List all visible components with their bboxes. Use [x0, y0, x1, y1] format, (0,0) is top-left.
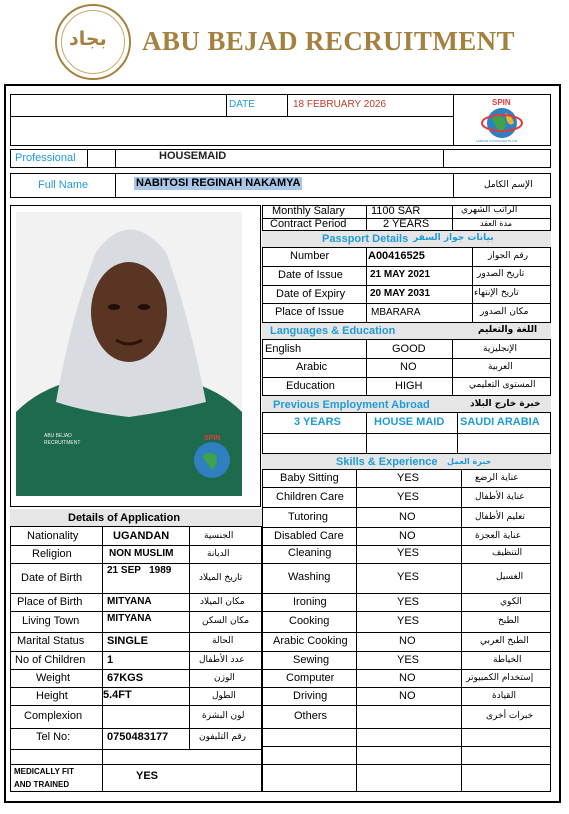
nationality-label: Nationality [27, 530, 79, 542]
skills-title-ar: خبرة العمل [447, 457, 492, 466]
complexion-label: Complexion [24, 710, 83, 722]
period-label: Contract Period [270, 218, 347, 230]
arabic-label: Arabic [296, 361, 328, 373]
passport-number-label: Number [290, 250, 330, 262]
arabic-value: NO [400, 361, 417, 373]
spin-logo [478, 99, 526, 143]
skill-sewing-ar: الخياطة [493, 655, 522, 665]
date-value: 18 FEBRUARY 2026 [293, 99, 387, 110]
logo-glyph: بجاد [69, 28, 107, 50]
skill-tutoring-ar: تعليم الأطفال [475, 512, 526, 522]
tel-ar: رقم التليفون [199, 732, 246, 742]
skill-computer-label: Computer [286, 672, 335, 684]
company-name: ABU BEJAD RECRUITMENT [142, 26, 515, 56]
religion-label: Religion [32, 548, 72, 560]
skill-washing-value: YES [397, 571, 420, 583]
tel-value: 0750483177 [107, 731, 169, 743]
skill-cleaning-label: Cleaning [288, 547, 332, 559]
expiry-date-value: 20 MAY 2031 [370, 288, 431, 299]
languages-title-ar: اللغة والتعليم [478, 325, 538, 335]
salary-ar: الراتب الشهري [461, 205, 518, 215]
skill-driving-label: Driving [293, 690, 328, 702]
skill-sewing-label: Sewing [293, 654, 330, 666]
marital-status-ar: الحالة [212, 636, 234, 646]
height-ar: الطول [212, 691, 236, 701]
skill-ironing-ar: الكوي [500, 597, 522, 607]
skill-others-ar: خبرات أخرى [486, 711, 534, 721]
passport-title: Passport Details [322, 233, 409, 245]
medical-value: YES [136, 770, 159, 782]
tel-label: Tel No: [36, 731, 71, 743]
skill-tutoring-label: Tutoring [288, 511, 328, 523]
skill-baby-sitting-ar: عناية الرضع [475, 473, 519, 483]
company-logo [55, 4, 131, 80]
medical-label-2: AND TRAINED [14, 780, 70, 789]
living-town-value: MITYANA [107, 613, 152, 624]
children-label: No of Children [15, 654, 86, 666]
candidate-photo [16, 212, 242, 496]
spin-text: SPIN [492, 98, 511, 107]
skill-washing-ar: الغسيل [496, 572, 524, 582]
medical-label-1: MEDICALLY FIT [14, 767, 75, 776]
issue-date-ar: تاريخ الصدور [477, 269, 525, 279]
full-name-value: NABITOSI REGINAH NAKAMYA [136, 177, 301, 189]
issue-place-label: Place of Issue [275, 306, 345, 318]
skill-cooking-value: YES [397, 615, 420, 627]
period-value: 2 YEARS [383, 218, 430, 230]
skill-ironing-value: YES [397, 596, 420, 608]
skill-arabic-cooking-label: Arabic Cooking [273, 635, 348, 647]
issue-date-label: Date of Issue [278, 269, 343, 281]
skill-baby-sitting-value: YES [397, 472, 420, 484]
photo-badge-text: SPIN [204, 435, 221, 442]
skill-disabled-care-value: NO [399, 530, 416, 542]
arabic-ar: العربية [488, 362, 513, 372]
expiry-date-label: Date of Expiry [276, 288, 346, 300]
skill-ironing-label: Ironing [293, 596, 327, 608]
employment-position: HOUSE MAID [374, 416, 445, 428]
salary-value: 1100 SAR [371, 205, 421, 217]
photo-jersey-1: ABU BEJAD [44, 433, 72, 439]
english-value: GOOD [392, 343, 426, 355]
employment-title-ar: خبرة خارج البلاد [470, 399, 541, 409]
religion-ar: الديانة [207, 549, 230, 559]
date-label: DATE [229, 99, 255, 110]
complexion-ar: لون البشرة [202, 711, 245, 721]
skill-arabic-cooking-ar: الطبخ العربي [480, 636, 529, 646]
english-ar: الإنجليزية [483, 344, 517, 354]
skill-children-care-ar: عناية الأطفال [475, 492, 525, 502]
skill-baby-sitting-label: Baby Sitting [280, 472, 339, 484]
nationality-ar: الجنسية [204, 531, 234, 541]
profession-value: HOUSEMAID [159, 150, 227, 162]
profession-row [10, 149, 551, 168]
weight-label: Weight [36, 672, 71, 684]
salary-label: Monthly Salary [272, 205, 345, 217]
spin-subtitle: LABOUR CONSULTANTS LTD [476, 139, 518, 143]
education-ar: المستوى التعليمي [469, 380, 536, 390]
expiry-date-ar: تاريخ الإنتهاء [474, 288, 519, 298]
marital-status-label: Marital Status [17, 635, 85, 647]
children-value: 1 [107, 654, 114, 666]
skill-disabled-care-ar: عناية العجزة [475, 531, 522, 541]
skill-driving-value: NO [399, 690, 416, 702]
skill-others-label: Others [294, 710, 328, 722]
skill-computer-ar: إستخدام الكمبيوتر [466, 673, 534, 683]
pob-label: Place of Birth [17, 596, 83, 608]
skills-title: Skills & Experience [336, 456, 438, 468]
passport-title-ar: بيانات جواز السفر [413, 233, 494, 243]
skill-sewing-value: YES [397, 654, 420, 666]
education-value: HIGH [395, 380, 423, 392]
skill-cooking-ar: الطبخ [498, 616, 520, 626]
issue-place-value: MBARARA [371, 307, 421, 318]
passport-number-value: A00416525 [368, 250, 425, 262]
employment-years: 3 YEARS [294, 416, 341, 428]
skill-cleaning-value: YES [397, 547, 420, 559]
skill-tutoring-value: NO [399, 511, 416, 523]
full-name-label: Full Name [38, 179, 89, 191]
issue-date-value: 21 MAY 2021 [370, 269, 431, 280]
english-label: English [265, 343, 302, 355]
education-label: Education [286, 380, 335, 392]
height-value: 5.4FT [103, 689, 132, 701]
weight-ar: الوزن [214, 673, 235, 683]
application-title: Details of Application [68, 512, 181, 524]
top-row [10, 94, 551, 146]
pob-value: MITYANA [107, 596, 152, 607]
skill-arabic-cooking-value: NO [399, 635, 416, 647]
pob-ar: مكان الميلاد [200, 597, 245, 607]
skill-cleaning-ar: التنظيف [492, 548, 523, 558]
skill-computer-value: NO [399, 672, 416, 684]
living-town-ar: مكان السكن [202, 616, 250, 626]
skill-disabled-care-label: Disabled Care [274, 530, 344, 542]
nationality-value: UGANDAN [113, 530, 170, 542]
religion-value: NON MUSLIM [109, 548, 174, 559]
dob-label: Date of Birth [21, 572, 83, 584]
skill-cooking-label: Cooking [289, 615, 330, 627]
skill-washing-label: Washing [288, 571, 331, 583]
period-ar: مدة العقد [480, 219, 512, 228]
employment-country: SAUDI ARABIA [460, 416, 540, 428]
passport-number-ar: رقم الجواز [488, 251, 529, 261]
issue-place-ar: مكان الصدور [480, 307, 529, 317]
full-name-ar: الإسم الكامل [484, 180, 533, 190]
height-label: Height [36, 690, 68, 702]
living-town-label: Living Town [22, 615, 80, 627]
profession-label: Professional [15, 152, 76, 164]
marital-status-value: SINGLE [107, 635, 148, 647]
employment-title: Previous Employment Abroad [273, 399, 430, 411]
weight-value: 67KGS [107, 672, 144, 684]
dob-ar: تاريخ الميلاد [199, 573, 243, 583]
skill-children-care-value: YES [397, 491, 420, 503]
dob-value: 21 SEP 1989 [107, 565, 172, 576]
skill-children-care-label: Children Care [276, 491, 344, 503]
photo-jersey-2: RECRUITMENT [44, 440, 81, 446]
languages-title: Languages & Education [270, 325, 396, 337]
skill-driving-ar: القيادة [492, 691, 516, 701]
children-ar: عدد الأطفال [199, 655, 245, 665]
